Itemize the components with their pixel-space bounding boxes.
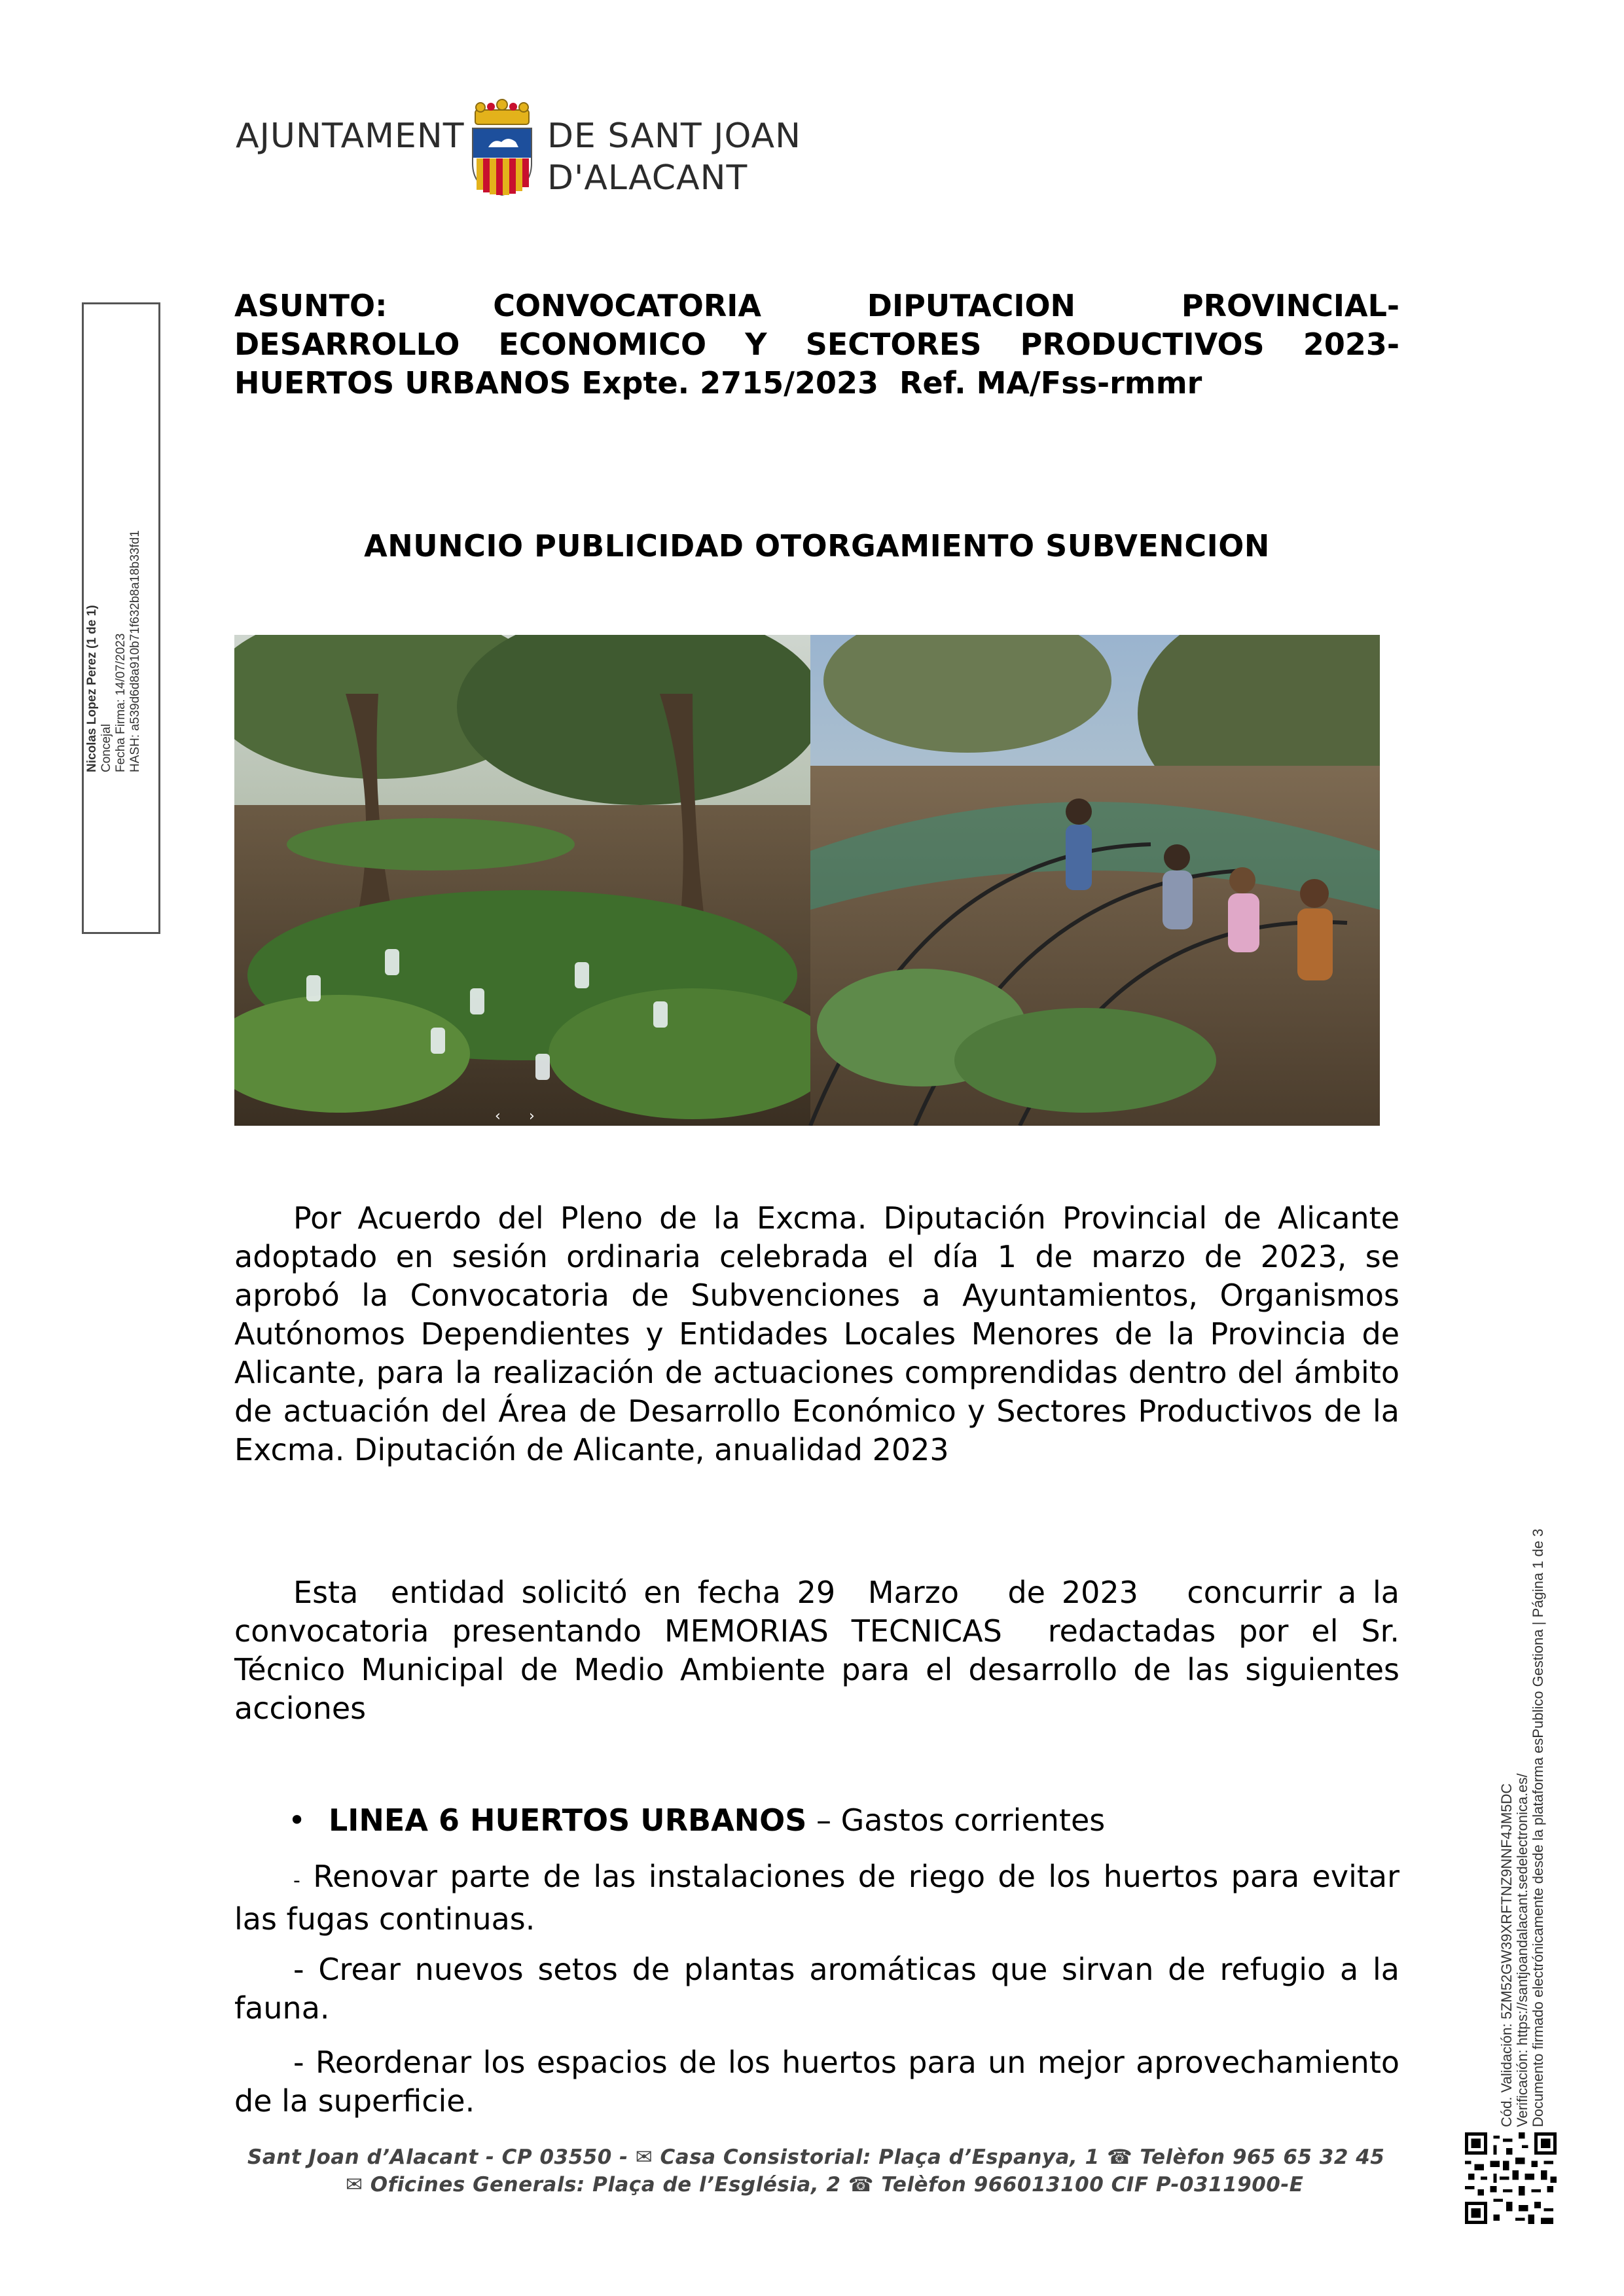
list-item: - Crear nuevos setos de plantas aromáticas que sirvan de refugio a la fauna. [234,1952,1399,2026]
logo-text-sant-joan: DE SANT JOAN [547,117,801,156]
bullet-icon: • [288,1803,306,1838]
mail-icon: ✉ [346,2173,363,2197]
signer-role: Concejal [99,724,113,772]
mail-icon: ✉ [635,2145,653,2169]
validation-stamp [1499,1529,1546,2127]
announcement-title: ANUNCIO PUBLICIDAD OTORGAMIENTO SUBVENCION [364,528,1270,564]
photo-right [810,635,1380,1126]
photo-next-arrow[interactable]: › [529,1108,535,1124]
subject-block [234,287,1399,403]
subject-line-2: DESARROLLO ECONOMICO Y SECTORES PRODUCTIVOS 2023- [234,327,1399,362]
footer-line-1: Sant Joan d’Alacant - CP 03550 - ✉ Casa Consistorial: Plaça d’Espanya, 1 ☎ Telèfon 965 65 32 45 [247,2145,1385,2169]
subject-line-1: ASUNTO: CONVOCATORIA DIPUTACION PROVINCIAL- [234,288,1399,323]
logo-text-alacant: D'ALACANT [547,158,748,198]
validation-code: Cód. Validación: 5ZM52GW39XRFTNZ9NNF4JM5DC [1498,1783,1515,2127]
footer-line-2: ✉ Oficines Generals: Plaça de l’Església, 2 ☎ Telèfon 966013100 CIF P-0311900-E [346,2173,1304,2197]
signature-stamp [85,484,143,772]
list-item: - Reordenar los espacios de los huertos para un mejor aprovechamiento de la superficie. [234,2045,1399,2119]
qr-code-icon[interactable] [1465,2132,1557,2224]
bullet-suffix: – Gastos corrientes [806,1803,1106,1838]
subject-line-3: HUERTOS URBANOS Expte. 2715/2023 Ref. MA/Fss-rmmr [234,365,1202,401]
bullet-linea-6 [288,1801,1105,1840]
bullet-title: LINEA 6 HUERTOS URBANOS [329,1803,807,1838]
paragraph-solicitud: Esta entidad solicitó en fecha 29 Marzo de 2023 concurrir a la convocatoria presentando MEMORIAS TECNICAS redactadas por el Sr. Técnico Municipal de Medio Ambiente para el desarrollo de las siguientes acciones [234,1575,1409,1726]
phone-icon: ☎ [848,2173,874,2197]
validation-signed-note: Documento firmado electrónicamente desde la plataforma esPublico Gestiona | Página 1 de 3 [1530,1528,1546,2127]
photo-prev-arrow[interactable]: ‹ [495,1108,501,1124]
signature-date: Fecha Firma: 14/07/2023 [114,633,128,772]
phone-icon: ☎ [1106,2145,1133,2169]
signer-name: Nicolas Lopez Perez (1 de 1) [85,605,99,772]
validation-url[interactable]: Verificación: https://santjoandalacant.sedelectronica.es/ [1514,1773,1530,2127]
signature-hash: HASH: a539d6d8a910b71f632b8a18b33fd1 [128,530,142,772]
photo-left [234,635,837,1126]
list-item: - Renovar parte de las instalaciones de riego de los huertos para evitar las fugas continuas. [234,1859,1399,1937]
paragraph-acuerdo: Por Acuerdo del Pleno de la Excma. Diputación Provincial de Alicante adoptado en sesión ordinaria celebrada el día 1 de marzo de 2023, se aprobó la Convocatoria de Subvenciones a Ayuntamientos, Organismos Autónomos Dependientes y Entidades Locales Menores de la Provincia de Alicante, para la realización de actuaciones comprendidas dentro del ámbito de actuación del Área de Desarrollo Económico y Sectores Productivos de la Excma. Diputación de Alicante, anualidad 2023 [234,1200,1399,1467]
garden-photos [234,635,1380,1126]
logo-text-ajuntament: AJUNTAMENT [236,117,465,156]
coat-of-arms-icon [466,98,538,196]
